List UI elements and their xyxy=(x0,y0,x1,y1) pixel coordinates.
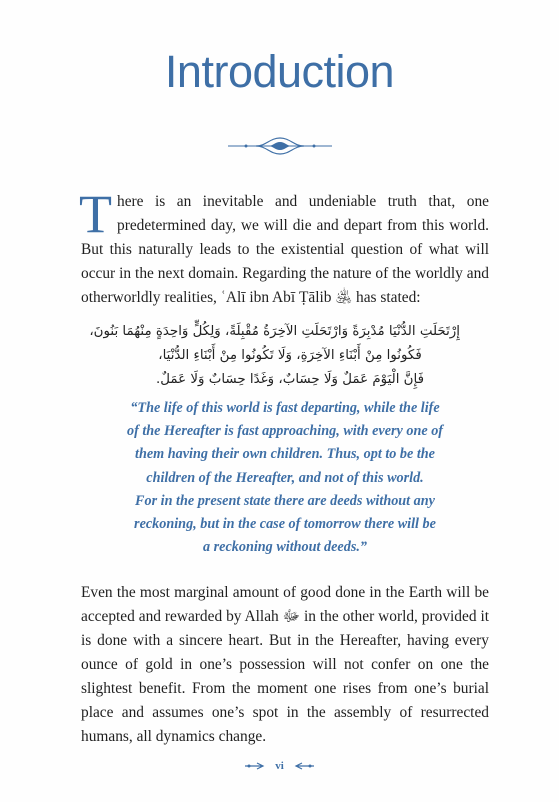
body-paragraph: Even the most marginal amount of good done in the Earth will be accepted and rewarded by Allah ﷻ in the other world, provided it is done with a sincere heart. But in the Hereafter, having every ounce of gold in one’s possession will not confer on one the slightest benefit. From the moment one rises from one’s burial place and assumes one’s spot in the assembly of resurrected humans, all dynamics change. xyxy=(81,584,489,745)
intro-text: here is an inevitable and undeniable truth that, one predetermined day, we will die and depart from this world. But this naturally leads to the existential question of what will occur in the next domain. Regarding the nature of the worldly and otherworldly realities, ʿAlī ibn Abī Ṭālib ﵁ has stated: xyxy=(81,193,489,306)
translation-line: “The life of this world is fast departing, while the life xyxy=(130,400,440,416)
translation-line: them having their own children. Thus, opt to be the xyxy=(135,446,435,463)
arabic-quote xyxy=(89,320,460,392)
translation-line: of the Hereafter is fast approaching, with every one of xyxy=(126,423,444,440)
translation-line: a reckoning without deeds.” xyxy=(203,539,367,556)
ornament-divider-icon xyxy=(226,134,334,158)
arabic-line: فَإِنَّ الْيَوْمَ عَمَلٌ وَلَا حِسَابٌ، وَغَدًا حِسَابٌ وَلَا عَمَلٌ. xyxy=(156,372,424,387)
arrow-ornament-icon xyxy=(290,762,314,770)
arabic-line: فَكُونُوا مِنْ أَبْنَاءِ الآخِرَةِ، وَلَا تَكُونُوا مِنْ أَبْنَاءِ الدُّنْيَا، xyxy=(158,348,422,363)
arabic-line: إِرْتَحَلَتِ الدُّنْيَا مُدْبِرَةً وَارْتَحَلَتِ الآخِرَةُ مُقْبِلَةً، وَلِكُلٍّ وَاحِدَةٍ مِنْهُمَا بَنُونَ، xyxy=(89,324,460,339)
page-number: vi xyxy=(275,760,284,772)
translation-line: reckoning, but in the case of tomorrow there will be xyxy=(134,516,436,533)
chapter-title: Introduction xyxy=(164,46,395,97)
arrow-ornament-icon xyxy=(245,762,269,770)
intro-paragraph xyxy=(79,184,489,310)
translation-quote xyxy=(90,397,480,559)
translation-line: children of the Hereafter, and not of this world. xyxy=(146,469,424,486)
translation-line: For in the present state there are deeds without any xyxy=(135,492,435,509)
page-footer xyxy=(0,760,559,772)
drop-cap: T xyxy=(79,184,112,244)
